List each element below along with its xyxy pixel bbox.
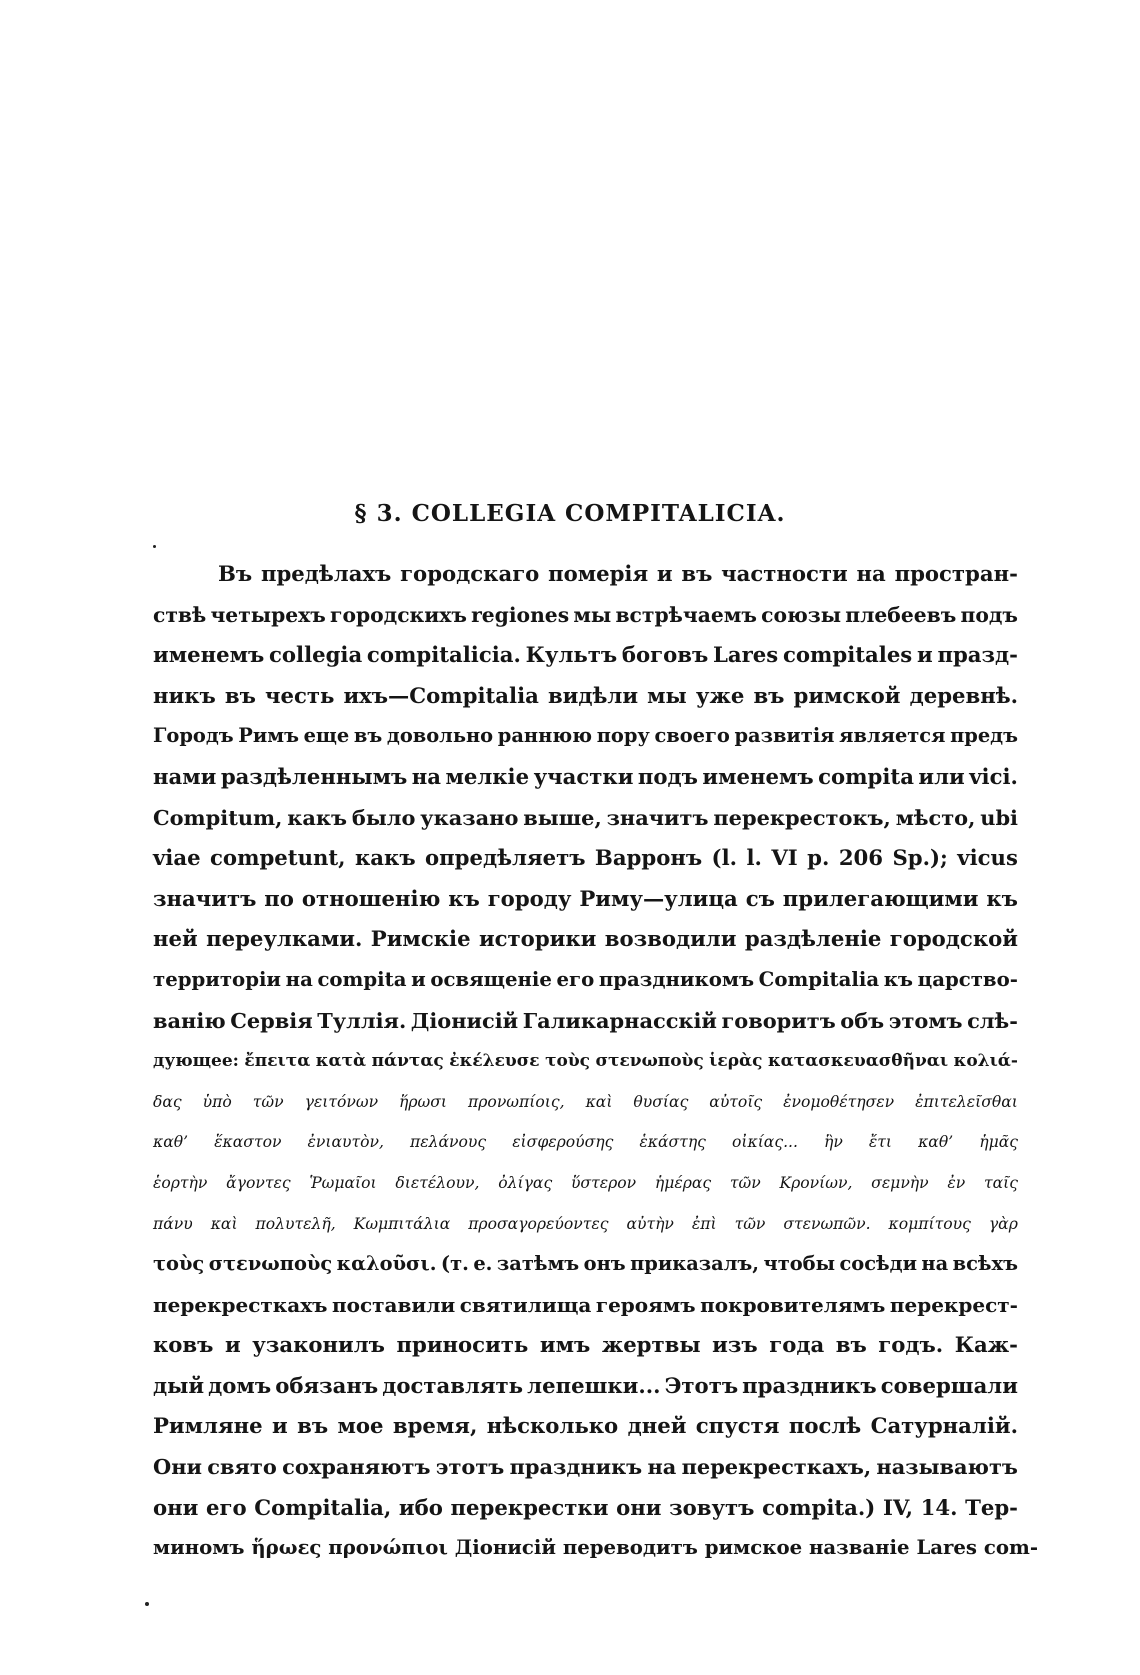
word: Культъ — [525, 642, 618, 668]
word: Этотъ — [664, 1372, 739, 1398]
text-line — [153, 716, 1018, 757]
word: compita.) — [762, 1494, 876, 1520]
word: нѣсколько — [486, 1413, 619, 1439]
text-line — [153, 635, 1018, 676]
word: четырехъ — [210, 602, 326, 627]
word: Сервія — [230, 1007, 313, 1033]
word: частности — [721, 561, 848, 586]
word: боговъ — [621, 642, 709, 668]
word: съ — [745, 885, 775, 911]
word: значитъ — [606, 804, 709, 830]
section-heading: § 3. COLLEGIA COMPITALICIA. — [354, 500, 786, 527]
word: p. — [807, 845, 830, 871]
word: доставлять — [382, 1372, 524, 1398]
word: царство- — [917, 967, 1018, 991]
word: спустя — [695, 1413, 780, 1439]
word: зовутъ — [669, 1494, 755, 1520]
text-line — [153, 1406, 1018, 1447]
word: ὀλίγας — [498, 1173, 553, 1192]
word: всѣхъ — [952, 1252, 1018, 1276]
word: δας — [153, 1092, 182, 1111]
word: Сатурналій. — [870, 1413, 1018, 1439]
word: VI — [771, 845, 798, 871]
word: его — [206, 1494, 247, 1520]
word: Діонисій — [410, 1007, 519, 1033]
word: Тер- — [965, 1494, 1018, 1520]
word: именемъ — [153, 642, 265, 668]
word: союзы — [761, 602, 842, 627]
word: τοὺς — [153, 1252, 205, 1276]
word: участки — [533, 763, 634, 789]
word: перекрестокъ, — [713, 804, 891, 830]
text-line — [153, 1041, 1018, 1082]
word: ἔπειτα — [244, 1051, 311, 1072]
word: τοὺς — [545, 1051, 590, 1072]
word: ἡμᾶς — [979, 1133, 1018, 1152]
word: на — [921, 1252, 949, 1276]
word: городскихъ — [330, 602, 467, 627]
word: ὕστερον — [570, 1173, 637, 1192]
word: προνωπίοις, — [468, 1092, 565, 1111]
word: переулками. — [206, 926, 363, 952]
word: (l. — [711, 845, 737, 871]
word: κομπίτους — [888, 1214, 971, 1233]
word: στενωπῶν. — [783, 1214, 871, 1233]
word: года — [769, 1332, 825, 1358]
word: слѣ- — [967, 1007, 1018, 1033]
word: ἐπὶ — [691, 1214, 717, 1233]
word: l. — [746, 845, 762, 871]
word: τῶν — [252, 1092, 284, 1111]
word: территоріи — [153, 967, 282, 991]
word: померія — [548, 561, 649, 586]
word: раннюю — [497, 724, 593, 748]
word: ванію — [153, 1007, 226, 1033]
word: καλοῦσι. — [336, 1252, 437, 1276]
word: героямъ — [595, 1292, 696, 1317]
word: γὰρ — [988, 1214, 1018, 1233]
word: ἐνομοθέτησεν — [783, 1092, 895, 1111]
word: изъ — [712, 1332, 758, 1358]
text-line — [153, 919, 1018, 960]
word: ибо — [398, 1494, 443, 1520]
word: названіе — [808, 1536, 910, 1560]
word: Туллія. — [317, 1007, 407, 1033]
word: προσαγορεύοντες — [468, 1214, 609, 1233]
word: городу — [487, 885, 572, 911]
word: (т. — [440, 1252, 469, 1276]
text-line — [153, 554, 1018, 595]
word: Каж- — [954, 1332, 1018, 1358]
word: 206 — [838, 845, 884, 871]
word: сохраняютъ — [282, 1454, 431, 1480]
word: онъ — [583, 1252, 626, 1276]
word: сосѣди — [839, 1252, 917, 1276]
word: διετέλουν, — [395, 1173, 480, 1192]
word: ἱερὰς — [709, 1051, 763, 1072]
word: опредѣляетъ — [425, 845, 586, 871]
word: дый — [153, 1372, 205, 1398]
word: καθ’ — [918, 1133, 954, 1152]
text-line — [153, 960, 1018, 1001]
word: σεμνὴν — [871, 1173, 929, 1192]
word: Въ — [218, 561, 253, 586]
text-line — [153, 1528, 1039, 1569]
word: κατὰ — [315, 1051, 367, 1072]
word: viae — [153, 845, 201, 871]
word: ταῖς — [983, 1173, 1018, 1192]
text-line — [153, 1082, 1018, 1123]
word: ubi — [980, 804, 1018, 830]
word: и — [411, 967, 426, 991]
word: перекрест- — [889, 1292, 1018, 1317]
word: какъ — [287, 804, 348, 830]
word: раздѣленіе — [744, 926, 882, 952]
word: мелкіе — [445, 763, 530, 789]
word: е. — [473, 1252, 493, 1276]
text-line — [153, 676, 1018, 717]
text-line — [153, 1122, 1018, 1163]
text-line — [153, 757, 1018, 798]
word: миномъ — [153, 1536, 245, 1560]
word: именемъ — [702, 763, 814, 789]
word: καὶ — [585, 1092, 613, 1111]
word: Они — [153, 1454, 202, 1480]
word: къ — [883, 967, 914, 991]
word: дней — [627, 1413, 687, 1439]
word: имъ — [539, 1332, 591, 1358]
word: праздникомъ — [598, 967, 755, 991]
word: въ — [835, 1332, 867, 1358]
word: καὶ — [210, 1214, 238, 1233]
word: Κωμπιτάλια — [353, 1214, 451, 1233]
word: ἄγοντες — [226, 1173, 291, 1192]
word: Діонисій — [454, 1536, 556, 1560]
word: историки — [478, 926, 597, 952]
word: Compitum, — [153, 804, 283, 830]
word: regiones — [471, 602, 570, 627]
word: домъ — [208, 1372, 272, 1398]
word: ἐκέλευσε — [449, 1051, 540, 1072]
word: Lares — [916, 1536, 978, 1560]
word: плебеевъ — [845, 602, 957, 627]
word: ней — [153, 926, 198, 952]
word: время, — [392, 1413, 478, 1439]
word: къ — [986, 885, 1018, 911]
word: въ — [353, 724, 383, 748]
word: встрѣчаемъ — [615, 602, 757, 627]
word: уже — [695, 682, 745, 708]
word: competunt, — [210, 845, 346, 871]
word: οἰκίας... — [731, 1133, 798, 1152]
word: перекрестки — [450, 1494, 609, 1520]
text-line — [153, 595, 1018, 636]
word: collegia — [268, 642, 363, 668]
word: ствѣ — [153, 602, 207, 627]
word: деревнѣ. — [909, 682, 1018, 708]
word: Риму—улица — [579, 885, 738, 911]
word: προνώπιοι — [328, 1536, 448, 1560]
word: на — [647, 1454, 677, 1480]
word: этомъ — [888, 1007, 963, 1033]
word: compita — [317, 967, 407, 991]
word: στενωποὺς — [595, 1051, 704, 1072]
word: объ — [840, 1007, 885, 1033]
word: на — [411, 763, 441, 789]
word: πολυτελῆ, — [255, 1214, 336, 1233]
word: является — [839, 724, 946, 748]
text-line — [153, 879, 1018, 920]
word: развитія — [734, 724, 835, 748]
text-line — [153, 798, 1018, 839]
word: ихъ—Compitalia — [343, 682, 539, 708]
word: послѣ — [788, 1413, 862, 1439]
word: обязанъ — [275, 1372, 379, 1398]
word: com- — [983, 1536, 1039, 1560]
text-line — [153, 1285, 1018, 1326]
word: его — [556, 967, 595, 991]
word: или — [918, 763, 965, 789]
word: Compitalia, — [254, 1494, 392, 1520]
word: ἣν — [824, 1133, 843, 1152]
word: Κρονίων, — [779, 1173, 853, 1192]
word: и — [224, 1332, 241, 1358]
word: городскаго — [400, 561, 540, 586]
word: καθ’ — [153, 1133, 189, 1152]
word: римской — [793, 682, 901, 708]
word: въ — [297, 1413, 329, 1439]
word: въ — [681, 561, 713, 586]
word: городской — [889, 926, 1018, 952]
word: выше, — [523, 804, 602, 830]
word: чтобы — [763, 1252, 836, 1276]
word: τῶν — [729, 1173, 761, 1192]
word: переводитъ — [562, 1536, 698, 1560]
word: честь — [264, 682, 335, 708]
word: они — [153, 1494, 199, 1520]
word: и — [916, 642, 933, 668]
text-line — [153, 1366, 1018, 1407]
word: совершали — [880, 1372, 1018, 1398]
word: этотъ — [435, 1454, 505, 1480]
word: дующее: — [153, 1051, 239, 1072]
word: compita — [818, 763, 914, 789]
word: никъ — [153, 682, 216, 708]
word: въ — [753, 682, 785, 708]
word: говоритъ — [721, 1007, 836, 1033]
word: подъ — [960, 602, 1018, 627]
text-line — [153, 1244, 1018, 1285]
word: праздникъ — [509, 1454, 643, 1480]
word: Галикарнасскій — [522, 1007, 717, 1033]
word: освященіе — [430, 967, 552, 991]
word: приносить — [396, 1332, 529, 1358]
word: мое — [337, 1413, 384, 1439]
word: vicus — [957, 845, 1018, 871]
word: покровителямъ — [700, 1292, 886, 1317]
word: Римъ — [238, 724, 299, 748]
word: узаконилъ — [252, 1332, 385, 1358]
word: отношенію — [301, 885, 441, 911]
word: Sp.); — [892, 845, 948, 871]
word: по — [264, 885, 294, 911]
word: vici. — [969, 763, 1018, 789]
word: ἥρωες — [251, 1536, 322, 1560]
word: возводили — [604, 926, 737, 952]
word: лепешки... — [527, 1372, 661, 1398]
text-line — [153, 1163, 1018, 1204]
text-line — [153, 1001, 1018, 1042]
speck-mark — [153, 545, 156, 548]
word: указано — [420, 804, 519, 830]
word: ἕκαστον — [214, 1133, 282, 1152]
word: и — [656, 561, 673, 586]
word: пору — [596, 724, 650, 748]
word: мы — [647, 682, 687, 708]
word: своего — [654, 724, 730, 748]
word: εἰσφερούσης — [512, 1133, 614, 1152]
word: празд- — [937, 642, 1018, 668]
word: свято — [207, 1454, 277, 1480]
word: ἑκάστης — [639, 1133, 706, 1152]
word: годъ. — [878, 1332, 944, 1358]
word: предѣлахъ — [260, 561, 392, 586]
word: ковъ — [153, 1332, 214, 1358]
word: Римляне — [153, 1413, 263, 1439]
word: Ῥωμαῖοι — [309, 1173, 377, 1192]
word: γειτόνων — [304, 1092, 379, 1111]
word: поставили — [331, 1292, 456, 1317]
word: Compitalia — [758, 967, 880, 991]
word: простран- — [894, 561, 1018, 586]
word: Варронъ — [594, 845, 703, 871]
word: Городъ — [153, 724, 234, 748]
speck-mark — [145, 1602, 149, 1606]
word: святилища — [459, 1292, 592, 1317]
word: πάνυ — [153, 1214, 193, 1233]
word: τῶν — [734, 1214, 766, 1233]
word: ἑορτὴν — [153, 1173, 208, 1192]
word: къ — [448, 885, 480, 911]
word: римское — [704, 1536, 803, 1560]
word: предъ — [950, 724, 1018, 748]
word: ὑπὸ — [202, 1092, 232, 1111]
word: какъ — [355, 845, 416, 871]
word: мѣсто, — [895, 804, 976, 830]
word: ἐν — [947, 1173, 966, 1192]
word: στενωποὺς — [208, 1252, 333, 1276]
word: Римскіе — [370, 926, 471, 952]
word: подъ — [637, 763, 698, 789]
word: перекресткахъ — [153, 1292, 328, 1317]
word: раздѣленнымъ — [220, 763, 408, 789]
word: прилегающими — [782, 885, 979, 911]
word: мы — [573, 602, 612, 627]
word: видѣли — [547, 682, 639, 708]
text-line — [153, 1204, 1018, 1245]
word: и — [272, 1413, 288, 1439]
word: они — [616, 1494, 662, 1520]
word: ἐπιτελεῖσθαι — [915, 1092, 1018, 1111]
word: на — [856, 561, 886, 586]
word: нами — [153, 763, 217, 789]
word: ἐνιαυτὸν, — [307, 1133, 384, 1152]
body-text — [153, 554, 1039, 1569]
word: значитъ — [153, 885, 257, 911]
word: приказалъ, — [630, 1252, 760, 1276]
word: κολιά- — [953, 1051, 1018, 1072]
word: ἥρωσι — [399, 1092, 448, 1111]
word: довольно — [386, 724, 494, 748]
word: πελάνους — [410, 1133, 487, 1152]
word: κατασκευασθῆναι — [767, 1051, 949, 1072]
word: въ — [224, 682, 256, 708]
word: αὐτὴν — [626, 1214, 674, 1233]
word: на — [285, 967, 313, 991]
text-line — [153, 838, 1018, 879]
word: θυσίας — [633, 1092, 689, 1111]
word: compitalicia. — [366, 642, 521, 668]
word: ἡμέρας — [654, 1173, 712, 1192]
word: ἔτι — [868, 1133, 893, 1152]
word: 14. — [920, 1494, 958, 1520]
word: compitales — [782, 642, 913, 668]
text-line — [153, 1447, 1018, 1488]
word: перекресткахъ, — [681, 1454, 872, 1480]
word: Lares — [713, 642, 779, 668]
word: жертвы — [601, 1332, 701, 1358]
word: IV, — [882, 1494, 913, 1520]
word: αὐτοῖς — [709, 1092, 763, 1111]
word: еще — [303, 724, 350, 748]
text-line — [153, 1488, 1018, 1529]
word: затѣмъ — [496, 1252, 580, 1276]
text-line — [153, 1325, 1018, 1366]
word: πάντας — [371, 1051, 444, 1072]
word: праздникъ — [742, 1372, 877, 1398]
word: называютъ — [876, 1454, 1018, 1480]
word: было — [351, 804, 416, 830]
